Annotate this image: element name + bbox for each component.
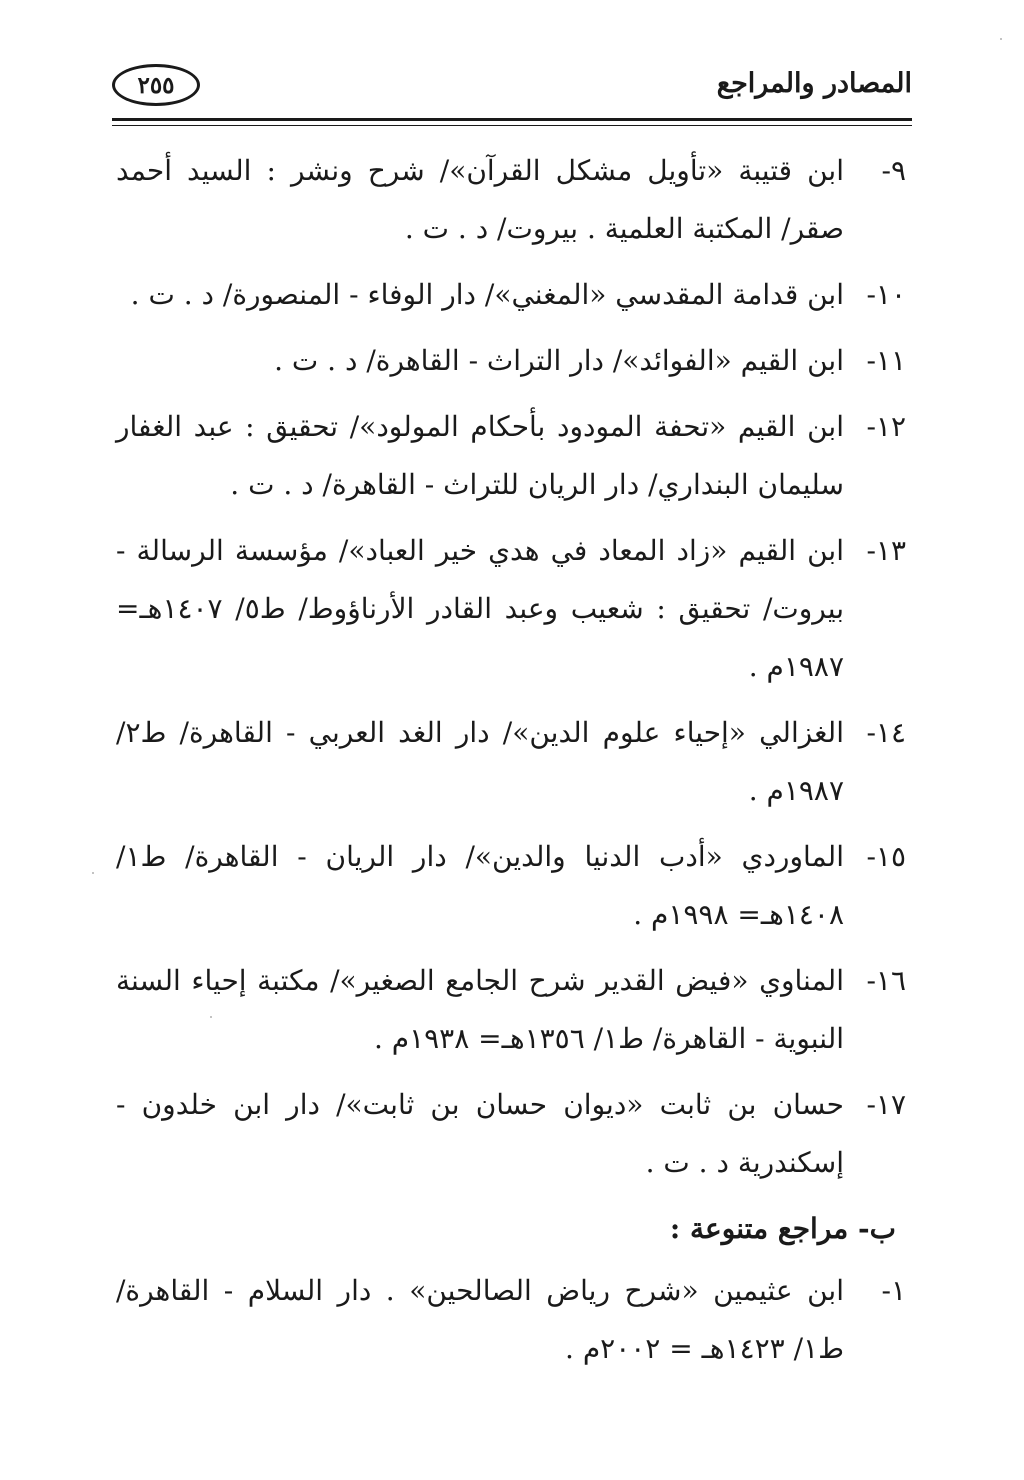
entry-text: حسان بن ثابت «ديوان حسان بن ثابت»/ دار ابن خلدون - إسكندرية د . ت .: [116, 1088, 844, 1179]
entry-text: ابن عثيمين «شرح رياض الصالحين» . دار السلام - القاهرة/ ط١/ ١٤٢٣هـ = ٢٠٠٢م .: [116, 1274, 844, 1365]
entry-number: ١٧-: [866, 1088, 906, 1121]
scan-speck: [1000, 38, 1002, 40]
entry-text: ابن القيم «تحفة المودود بأحكام المولود»/ تحقيق : عبد الغفار سليمان البنداري/ دار الريان للتراث - القاهرة/ د . ت .: [116, 410, 844, 501]
page-title: المصادر والمراجع: [716, 68, 912, 99]
entry-number: ١٤-: [866, 716, 906, 749]
entry-number: ١١-: [866, 344, 906, 377]
reference-entry: [116, 332, 906, 390]
entry-number: ١٣-: [866, 534, 906, 567]
section-heading: ب- مراجع متنوعة :: [669, 1212, 896, 1245]
scan-speck: [92, 872, 94, 874]
header-rule-thin: [112, 125, 912, 126]
reference-entry: [116, 142, 906, 258]
reference-entry: [116, 522, 906, 696]
page-header: [112, 62, 912, 116]
reference-entry: [116, 704, 906, 820]
entry-number: ١٢-: [866, 410, 906, 443]
entry-text: الماوردي «أدب الدنيا والدين»/ دار الريان - القاهرة/ ط١/ ١٤٠٨هـ= ١٩٩٨م .: [116, 840, 844, 931]
page-number: ٢٥٥: [112, 64, 200, 106]
entry-number: ١٠-: [866, 278, 906, 311]
entry-text: ابن القيم «زاد المعاد في هدي خير العباد»/ مؤسسة الرسالة - بيروت/ تحقيق : شعيب وعبد القادر الأرناؤوط/ ط٥/ ١٤٠٧هـ= ١٩٨٧م .: [116, 534, 844, 683]
header-rule-thick: [112, 118, 912, 121]
entry-number: ١-: [881, 1274, 906, 1307]
entry-text: ابن قتيبة «تأويل مشكل القرآن»/ شرح ونشر : السيد أحمد صقر/ المكتبة العلمية . بيروت/ د . ت .: [116, 154, 844, 245]
reference-entry: [116, 828, 906, 944]
reference-entry: [116, 952, 906, 1068]
entry-text: ابن قدامة المقدسي «المغني»/ دار الوفاء - المنصورة/ د . ت .: [130, 278, 844, 311]
entry-number: ٩-: [881, 154, 906, 187]
entry-number: ١٥-: [866, 840, 906, 873]
scan-speck: [210, 1016, 212, 1018]
entry-text: ابن القيم «الفوائد»/ دار التراث - القاهرة/ د . ت .: [274, 344, 844, 377]
reference-entry: [116, 398, 906, 514]
entry-number: ١٦-: [866, 964, 906, 997]
reference-entry: [116, 266, 906, 324]
reference-entry: [116, 1262, 906, 1378]
entry-text: الغزالي «إحياء علوم الدين»/ دار الغد العربي - القاهرة/ ط٢/ ١٩٨٧م .: [116, 716, 844, 807]
entry-text: المناوي «فيض القدير شرح الجامع الصغير»/ مكتبة إحياء السنة النبوية - القاهرة/ ط١/ ١٣٥٦هـ= ١٩٣٨م .: [116, 964, 844, 1055]
references-list: [116, 142, 906, 1386]
reference-entry: [116, 1076, 906, 1192]
